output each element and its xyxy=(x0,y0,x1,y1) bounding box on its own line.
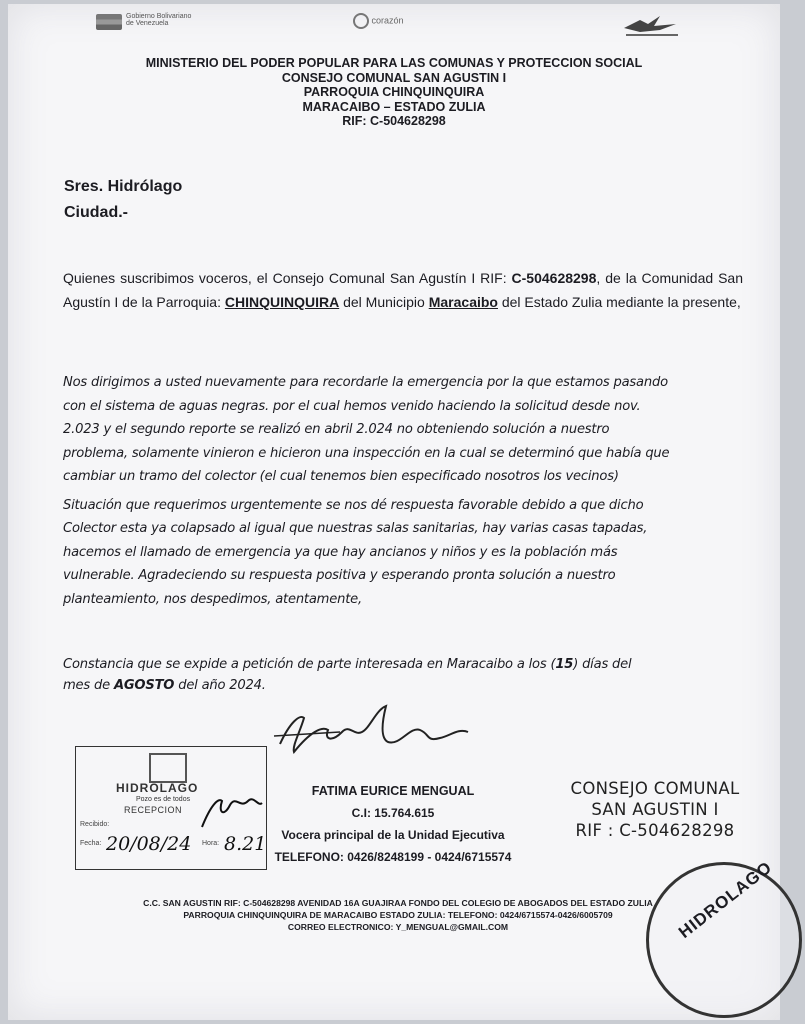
paragraph-line: con el sistema de aguas negras. por el cual hemos venido haciendo la solicitud desde nov. xyxy=(63,398,641,414)
received-date: 20/08/24 xyxy=(106,833,192,855)
parish-name: CHINQUINQUIRA xyxy=(224,294,340,310)
heart-logo-icon xyxy=(353,13,369,29)
signer-phone: TELEFONO: 0426/8248199 - 0424/6715574 xyxy=(274,850,512,864)
paragraph-line: planteamiento, nos despedimos, atentamente, xyxy=(63,591,362,607)
signature-block xyxy=(258,780,528,868)
reception-initials xyxy=(196,787,266,837)
signer-ci: C.I: 15.764.615 xyxy=(351,806,435,820)
corazon-logo: corazón xyxy=(353,13,433,31)
signer-role: Vocera principal de la Unidad Ejecutiva xyxy=(281,828,505,842)
paragraph-line: Situación que requerimos urgentemente se nos dé respuesta favorable debido a que dicho xyxy=(63,498,644,513)
day-value: 15 xyxy=(555,657,574,672)
paragraph-line: problema, solamente vinieron e hicieron una inspección en la cual se determinó que había que xyxy=(63,445,670,461)
addressee xyxy=(64,174,182,226)
month-value: AGOSTO xyxy=(113,678,175,693)
paragraph-line: cambiar un tramo del colector (el cual tenemos bien especificado nosotros los vecinos) xyxy=(63,469,619,484)
council-line: CONSEJO COMUNAL SAN AGUSTIN I xyxy=(281,70,507,85)
signer-name: FATIMA EURICE MENGUAL xyxy=(311,784,475,798)
rif-value: C-504628298 xyxy=(511,270,597,286)
received-time: 8.21 xyxy=(224,833,267,855)
addressee-name: Sres. Hidrólago xyxy=(64,178,183,195)
paragraph-line: hacemos el llamado de emergencia ya que hay ancianos y niños y es la población más xyxy=(63,544,618,560)
letterhead xyxy=(8,56,780,129)
situation-paragraph xyxy=(63,494,743,611)
document-page xyxy=(8,4,780,1020)
paragraph-line: Nos dirigimos a usted nuevamente para recordarle la emergencia por la que estamos pasando xyxy=(63,375,668,390)
paragraph-line: vulnerable. Agradeciendo su respuesta positiva y esperando pronta solución a nuestro xyxy=(63,568,616,584)
government-logo: Gobierno Bolivariano de Venezuela xyxy=(96,12,196,34)
flag-icon xyxy=(96,14,122,30)
bird-logo-icon xyxy=(620,14,682,38)
hidrolago-round-stamp: HIDROLAGO xyxy=(646,862,802,1018)
request-paragraph xyxy=(63,371,743,489)
paragraph-line: 2.023 y el segundo reporte se realizó en abril 2.024 no obteniendo solución a nuestro xyxy=(63,422,610,437)
hidrolago-logo-icon xyxy=(149,753,187,783)
council-stamp: CONSEJO COMUNAL SAN AGUSTIN I RIF : C-504628298 xyxy=(570,779,740,840)
city-line: MARACAIBO – ESTADO ZULIA xyxy=(302,99,486,114)
handwritten-signature xyxy=(270,702,480,764)
reception-stamp: HIDROLAGO Pozo es de todos RECEPCION Recibido: Fecha: Hora: 20/08/24 8.21 xyxy=(75,746,267,870)
rif-line: RIF: C-504628298 xyxy=(342,114,446,129)
intro-paragraph: Quienes suscribimos voceros, el Consejo Comunal San Agustín I RIF: C-504628298, de la Comunidad San Agustín I de la Parroquia: CHINQUINQUIRA del Municipio Maracaibo del Estado Zulia mediante la presente, xyxy=(63,270,743,310)
paragraph-line: Colector esta ya colapsado al igual que nuestras salas sanitarias, hay varias casas tapadas, xyxy=(63,521,648,537)
addressee-city: Ciudad.- xyxy=(64,204,128,221)
parish-line: PARROQUIA CHINQUINQUIRA xyxy=(303,85,485,100)
footer: C.C. SAN AGUSTIN RIF: C-504628298 AVENIDAD 16A GUAJIRAA FONDO DEL COLEGIO DE ABOGADOS DEL ESTADO ZULIA PARROQUIA CHINQUINQUIRA DE MARACAIBO ESTADO ZULIA: TELEFONO: 0424/6715574-0426/6005709 CORREO ELECTRONICO: Y_MENGUAL@GMAIL.COM xyxy=(143,898,653,932)
certification-paragraph: Constancia que se expide a petición de parte interesada en Maracaibo a los (15) días del mes de AGOSTO del año 2024. xyxy=(63,657,632,693)
ministry-line: MINISTERIO DEL PODER POPULAR PARA LAS COMUNAS Y PROTECCION SOCIAL xyxy=(145,56,643,70)
municipality-name: Maracaibo xyxy=(428,294,498,310)
